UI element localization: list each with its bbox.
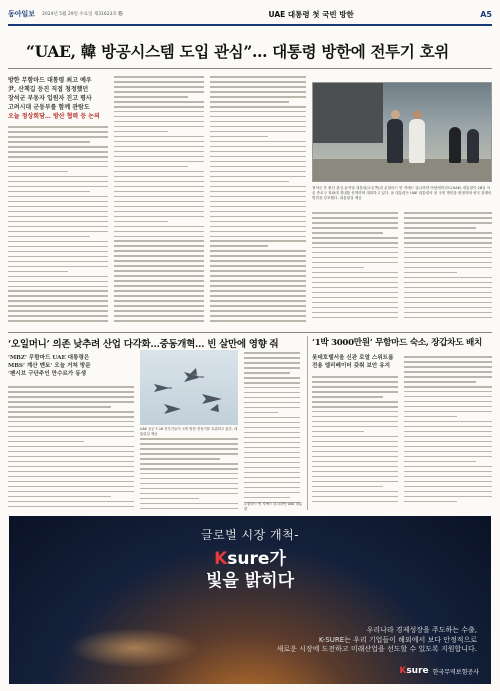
lower-right-headline: ‘1박 3000만원’ 무함마드 숙소, 장갑차도 배치 xyxy=(312,338,482,348)
fighter-jets-caption: UAE 공군 F-16 전투기들이 국빈 방한 전용기를 호위하고 있다. 대통령실 제공 xyxy=(140,427,238,436)
section-divider xyxy=(8,332,492,333)
page-number: A5 xyxy=(480,9,492,19)
lower-right-subhead: 롯데호텔서울 신관 로열 스위트룸 전용 엘리베이터 갖춰 보안 유지 xyxy=(312,355,394,369)
dateline: 2024년 5월 29일 수요일 제31623호 ㉿ xyxy=(42,12,123,17)
subhead-line: 고려시대 군동부를 함께 관람도 xyxy=(8,104,90,111)
lower-left-body-column-3 xyxy=(244,352,300,510)
ksure-logo-icon: Ksure xyxy=(399,666,429,676)
lower-left-headline: ‘오일머니’ 의존 낮추려 산업 다각화…중동개혁… 빈 살만에 영향 줘 xyxy=(8,339,279,350)
headline-divider xyxy=(8,68,492,69)
ad-line-1: 글로벌 시장 개척- xyxy=(200,528,300,542)
ad-line-2: Ksure가 xyxy=(214,549,286,569)
subhead-line: 尹, 산책길 등진 직접 청정했던 xyxy=(8,86,89,93)
ad-line-3: 빛을 밝히다 xyxy=(205,571,295,591)
lower-right-body-column-1 xyxy=(312,376,398,510)
section-title: UAE 대통령 첫 국빈 방한 xyxy=(268,9,354,19)
ksure-advertisement xyxy=(9,516,491,684)
lower-left-subhead: ‘MBZ’ 무함마드 UAE 대통령은 MBS‘ 계산 멘토’ 오늘 거쳐 방문 ‘펜시브 구단주인 만수르가 동생 xyxy=(8,355,91,377)
masthead-rule xyxy=(8,24,492,26)
article-body-column-1 xyxy=(8,126,108,326)
lower-left-body-column-2 xyxy=(140,438,238,510)
subhead-line-highlight: 오늘 정상회담… 방산 협력 등 논의 xyxy=(8,113,100,120)
article-body-column-5 xyxy=(404,212,492,327)
subhead-line: 방한 무함마드 대통령 최고 예우 xyxy=(8,77,92,84)
article-body-column-3 xyxy=(210,76,306,326)
portrait-caption: 무함마드 빈 자예드 알나하얀 UAE 대통령 xyxy=(244,502,303,511)
fighter-jets-photo xyxy=(140,350,238,425)
article-body-column-4 xyxy=(312,212,398,327)
main-subheads xyxy=(8,76,126,121)
masthead xyxy=(8,6,492,22)
newspaper-logo: 동아일보 xyxy=(8,10,36,18)
article-body-column-2 xyxy=(114,76,204,326)
leaders-walking-photo xyxy=(312,82,492,182)
photo-caption: 정석군 후 환산 관심 윤석열 대통령(오른쪽)과 무함마드 빈 자예드 알나하얀 아랍에미리트(UAE) 대통령이 28일 서울 종로구 청와대 경내를 산책하며 대화하고 있다. 윤 대통령은 UAE 대통령의 첫 국빈 방한을 환영하며 양국 관계의 발전을 강조했다. 대통령실 제공 xyxy=(312,186,492,200)
brand-name: 한국무역보험공사 xyxy=(432,668,479,676)
lower-right-body-column-2 xyxy=(404,356,492,510)
subhead-line: 장석군 부동자 입원자 진고 평사 xyxy=(8,95,92,102)
ad-brand-logo xyxy=(399,666,479,676)
lower-left-body-column-1 xyxy=(8,386,134,510)
ad-body-text: 우리나라 경제성장을 주도하는 수출, K-SURE는 우리 기업들이 해외에서 보다 안정적으로 새로운 시장에 도전하고 미래산업을 선도할 수 있도록 지원합니다. xyxy=(276,626,477,653)
column-divider xyxy=(307,336,308,510)
main-headline: “UAE, 韓 방공시스템 도입 관심”… 대통령 방한에 전투기 호위 xyxy=(26,42,449,61)
